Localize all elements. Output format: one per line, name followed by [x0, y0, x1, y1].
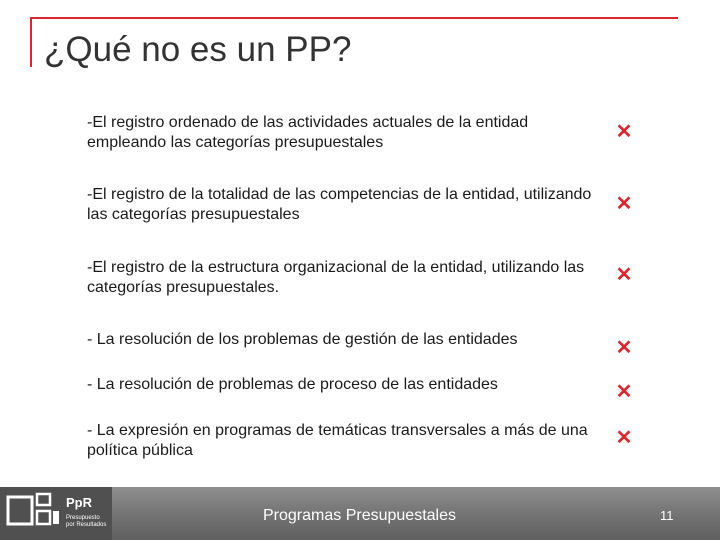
list-item-1: -El registro ordenado de las actividades actuales de la entidad empleando las categorías presupuestales: [87, 114, 529, 151]
x-mark-icon: ✕: [615, 264, 633, 286]
ppr-logo-icon: [0, 487, 62, 540]
title-frame-top-rule: [30, 17, 678, 19]
x-mark-icon: ✕: [615, 121, 633, 143]
list-item-6: - La expresión en programas de temáticas transversales a más de una política pública: [87, 422, 588, 459]
x-mark-icon: ✕: [615, 427, 633, 449]
list-item-2: -El registro de la totalidad de las competencias de la entidad, utilizando las categorías presupuestales: [87, 186, 592, 223]
logo-title: PpR: [66, 495, 92, 510]
list-item-5: - La resolución de problemas de proceso de las entidades: [87, 376, 498, 393]
title-frame-left-rule: [30, 17, 32, 67]
logo-subtitle: Presupuesto por Resultados: [66, 515, 107, 528]
footer-presentation-title: Programas Presupuestales: [263, 507, 456, 524]
x-mark-icon: ✕: [615, 337, 633, 359]
slide-title: ¿Qué no es un PP?: [44, 30, 352, 69]
list-item-3: -El registro de la estructura organizacional de la entidad, utilizando las categorías presupuestales.: [87, 259, 585, 296]
list-item-4: - La resolución de los problemas de gestión de las entidades: [87, 331, 518, 348]
x-mark-icon: ✕: [615, 381, 633, 403]
ppr-logo: [0, 487, 112, 540]
page-number: 11: [660, 508, 674, 523]
footer-bar: [0, 487, 720, 540]
x-mark-icon: ✕: [615, 193, 633, 215]
